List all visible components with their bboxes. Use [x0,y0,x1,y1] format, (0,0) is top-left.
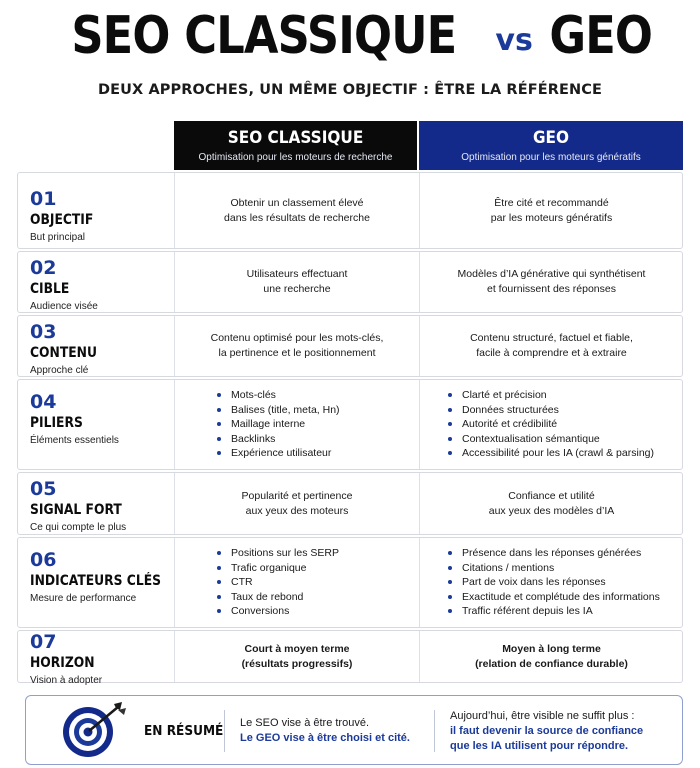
row-label [18,173,174,248]
row-number: 02 [30,257,57,279]
cell-seo [174,173,419,248]
subtitle: DEUX APPROCHES, UN MÊME OBJECTIF : ÊTRE LA RÉFÉRENCE [98,82,602,98]
cell-seo [174,316,419,376]
row-number: 06 [30,549,57,571]
cell-text: Obtenir un classement élevé dans les résultats de recherche [224,196,370,224]
row-name: INDICATEURS CLÉS [30,573,161,589]
cell-text: Être cité et recommandé par les moteurs génératifs [490,196,613,224]
list-item: Accessibilité pour les IA (crawl & parsing) [446,446,654,461]
row-number: 01 [30,188,57,210]
row-desc: Ce qui compte le plus [30,522,127,533]
cell-seo [174,473,419,534]
list-item: Traffic référent depuis les IA [446,604,660,619]
target-arrow-icon [58,700,130,760]
summary-right-line2: il faut devenir la source de confiance [450,725,644,737]
summary-left-text [240,716,410,746]
cell-geo [419,473,683,534]
list-item: Conversions [215,604,339,619]
cell-text: Moyen à long terme (relation de confiance durable) [475,642,628,670]
row-desc: But principal [30,232,86,243]
cell-geo [419,631,683,682]
list-item: Données structurées [446,403,654,418]
cell-geo [419,252,683,312]
row-name: SIGNAL FORT [30,502,122,518]
row-label [18,380,174,469]
table-row [17,537,683,628]
cell-geo [419,380,683,469]
list-item: Part de voix dans les réponses [446,575,660,590]
cell-text: Popularité et pertinence aux yeux des moteurs [241,489,353,517]
title-seo: SEO CLASSIQUE [71,6,457,66]
row-name: PILIERS [30,415,83,431]
column-title-seo: SEO CLASSIQUE [227,128,364,148]
cell-text: Court à moyen terme (résultats progressifs) [241,642,353,670]
bullet-list [446,546,660,619]
row-number: 05 [30,478,57,500]
summary-right-line3: que les IA utilisent pour répondre. [450,740,629,752]
summary-divider [224,710,225,752]
bullet-list [215,388,340,461]
row-label [18,631,174,686]
list-item: Autorité et crédibilité [446,417,654,432]
row-label [18,252,174,312]
bullet-list [446,388,654,461]
table-row [17,172,683,249]
row-number: 03 [30,321,57,343]
row-desc: Mesure de performance [30,593,137,604]
cell-text: Contenu optimisé pour les mots-clés, la pertinence et le positionnement [210,332,384,359]
cell-text: Modèles d’IA générative qui synthétisent et fournissent des réponses [457,268,646,295]
cell-geo [419,316,683,376]
list-item: Expérience utilisateur [215,446,340,461]
cell-text: Confiance et utilité aux yeux des modèles d’IA [488,489,615,517]
list-item: Présence dans les réponses générées [446,546,660,561]
column-subtitle-geo: Optimisation pour les moteurs génératifs [461,152,641,163]
main-title [0,6,700,66]
column-subtitle-seo: Optimisation pour les moteurs de recherche [198,152,393,163]
summary-divider [434,710,435,752]
cell-seo [174,538,419,627]
row-desc: Approche clé [30,365,89,376]
list-item: Trafic organique [215,561,339,576]
row-number: 07 [30,631,57,653]
cell-seo [174,631,419,682]
table-row [17,315,683,377]
row-label [18,316,174,376]
column-title-geo: GEO [532,128,570,148]
row-number: 04 [30,391,57,413]
summary-right-text [450,709,643,754]
list-item: Maillage interne [215,417,340,432]
row-desc: Audience visée [30,301,98,312]
list-item: Citations / mentions [446,561,660,576]
list-item: Contextualisation sémantique [446,432,654,447]
row-name: CONTENU [30,345,97,361]
list-item: Backlinks [215,432,340,447]
summary-box [25,695,683,765]
column-header-seo [174,121,417,170]
table-row [17,630,683,686]
list-item: Exactitude et complétude des informations [446,590,660,605]
summary-title: EN RÉSUMÉ [144,723,224,739]
row-name: HORIZON [30,655,95,671]
row-label [18,473,174,534]
row-name: CIBLE [30,281,70,297]
cell-seo [174,380,419,469]
cell-geo [419,538,683,627]
bullet-list [215,546,339,619]
title-vs: vs [495,23,533,58]
summary-left-line1: Le SEO vise à être trouvé. [240,717,370,729]
list-item: Clarté et précision [446,388,654,403]
row-label [18,538,174,627]
cell-text: Utilisateurs effectuant une recherche [246,268,348,295]
cell-text: Contenu structuré, factuel et fiable, facile à comprendre et à extraire [470,332,633,359]
column-header-geo [419,121,683,170]
row-desc: Éléments essentiels [30,435,119,446]
list-item: Taux de rebond [215,590,339,605]
table-row [17,251,683,313]
row-desc: Vision à adopter [30,675,103,686]
row-name: OBJECTIF [30,212,94,228]
table-row [17,472,683,535]
cell-seo [174,252,419,312]
list-item: Mots-clés [215,388,340,403]
list-item: Balises (title, meta, Hn) [215,403,340,418]
list-item: Positions sur les SERP [215,546,339,561]
list-item: CTR [215,575,339,590]
summary-left-line2: Le GEO vise à être choisi et cité. [240,732,410,744]
summary-right-line1: Aujourd’hui, être visible ne suffit plus : [450,710,635,722]
table-row [17,379,683,470]
title-geo: GEO [549,6,652,66]
cell-geo [419,173,683,248]
